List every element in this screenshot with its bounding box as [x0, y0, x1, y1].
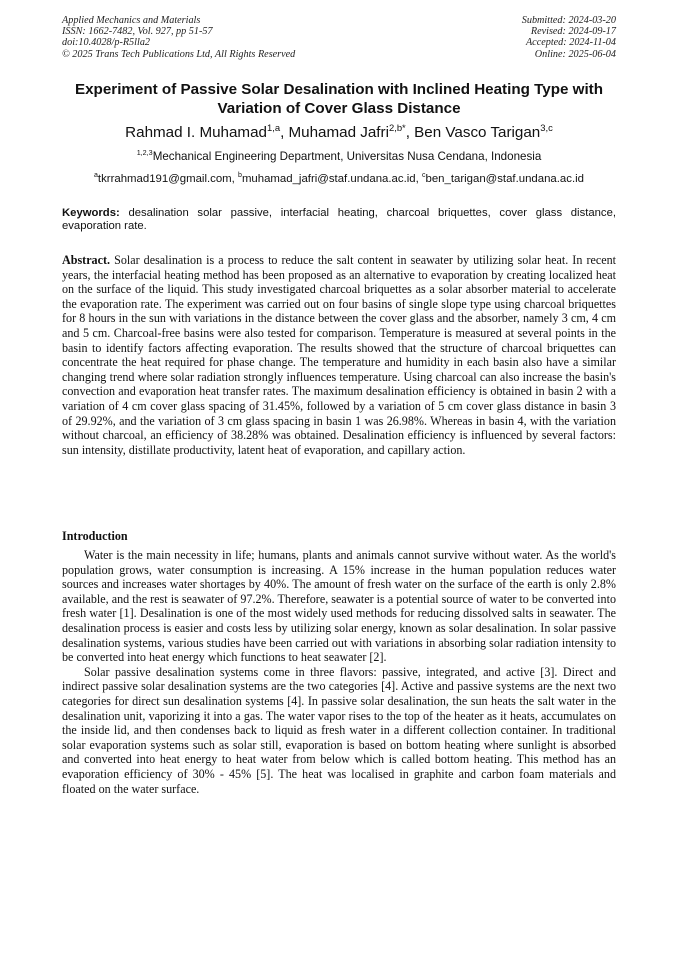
email-marker: c — [421, 172, 426, 180]
email-separator: , — [415, 173, 422, 185]
author-name: Muhamad Jafri — [288, 124, 389, 141]
paragraph: Water is the main necessity in life; humans, plants and animals cannot survive without water. As the world's population grows, water consumption is increasing. A 15% increase in the human population reduces water sources and increases water shortages by 40%. The amount of fresh water on the surface of the earth is only 2.8% available, and the rest is seawater of 97.2%. Therefore, seawater is a potential source of water to be converted into fresh water [1]. Desalination is one of the most widely used methods for reducing dissolved salts in seawater. The desalination process is easier and costs less by utilizing solar energy, known as solar desalination. In solar passive desalination systems, various studies have been carried out with variations in absorbing solar radiation intensity to be converted into heat energy which functions to heat seawater [2]. — [62, 548, 616, 665]
journal-name: Applied Mechanics and Materials — [62, 15, 201, 26]
journal-info — [62, 15, 295, 60]
date-submitted: Submitted: 2024-03-20 — [521, 15, 616, 26]
date-accepted: Accepted: 2024-11-04 — [525, 37, 616, 49]
affiliation — [62, 150, 616, 164]
author-list — [62, 121, 616, 142]
date-revised: Revised: 2024-09-17 — [530, 26, 616, 38]
abstract-block — [62, 253, 616, 457]
journal-doi[interactable]: doi:10.4028/p-R5lla2 — [62, 37, 151, 49]
email-address[interactable]: ben_tarigan@staf.undana.ac.id — [425, 173, 584, 185]
email-address[interactable]: tkrrahmad191@gmail.com — [97, 173, 232, 185]
abstract-label: Abstract. — [62, 253, 111, 267]
author-affiliation-marker: 3,c — [540, 121, 553, 133]
email-address[interactable]: muhamad_jafri@staf.undana.ac.id — [241, 173, 416, 185]
paragraph: Solar passive desalination systems come in three flavors: passive, integrated, and active [3]. Direct and indirect passive solar desalination systems are the two categories [4]. Active and passive systems are the next two categories for direct sun desalination systems [4]. In passive solar desalination, the sun heats the salt water in the desalination unit, vaporizing it into a gas. The water vapor rises to the top of the heater as it heats, accumulates on the inside lid, and then condenses back to liquid as fresh water in a different collection container. In traditional solar evaporation systems such as solar still, evaporation is based on bottom heating where sunlight is absorbed and converted into heat energy to heat water from below which is called bottom heating. This method has an evaporation efficiency of 30% - 45% [5]. The heat was localised in graphite and carbon foam materials and floated on the water surface. — [62, 664, 616, 796]
email-marker: a — [94, 172, 98, 180]
date-online: Online: 2025-06-04 — [534, 48, 616, 60]
author-name: Ben Vasco Tarigan — [414, 124, 541, 141]
author-separator: , — [280, 124, 289, 141]
publication-dates — [522, 15, 616, 60]
email-separator: , — [231, 173, 239, 185]
abstract-text: Solar desalination is a process to reduce the salt content in seawater by utilizing solar heat. In recent years, the interfacial heating method has been proposed as an alternative to evaporation by creating localized heat on the surface of the liquid. This study investigated charcoal briquettes as a solar absorber material to accelerate the evaporation rate. The experiment was carried out on four basins of single slope type using charcoal briquettes for 8 hours in the sun with variations in the distance between the cover glass and the absorber, namely 3 cm, 4 cm and 5 cm. Charcoal-free basins were also tested for comparison. Temperature is measured at several points in the basin to identify factors affecting evaporation. The results showed that the structure of charcoal briquettes can concentrate the heat required for phase change. The temperature and humidity in each basin also have a similar changing trend where solar radiation strongly influences temperature. Using charcoal can also increase the basin's convection and evaporation heat transfer rates. The maximum desalination efficiency is obtained in basin 2 with a variation of 4 cm cover glass spacing of 31.45%, followed by a variation of 5 cm cover glass distance in basin 3 of 29.92%, and the variation of 3 cm glass spacing in basin 1 was 26.98%. Whereas in basin 4, with the variation without charcoal, an efficiency of 38.28% was obtained. Desalination efficiency is influenced by several factors: sun intensity, distillate productivity, latent heat of evaporation, and capillary action. — [62, 253, 616, 457]
email-marker: b — [238, 172, 242, 180]
affiliation-text: Mechanical Engineering Department, Universitas Nusa Cendana, Indonesia — [152, 150, 542, 163]
copyright-line: © 2025 Trans Tech Publications Ltd, All Rights Reserved — [62, 48, 296, 60]
affiliation-marker: 1,2,3 — [136, 148, 153, 158]
journal-issn: ISSN: 1662-7482, Vol. 927, pp 51-57 — [62, 26, 213, 38]
author-separator: , — [405, 124, 415, 141]
author-affiliation-marker: 1,a — [266, 121, 281, 133]
keywords-label: Keywords: — [62, 207, 120, 219]
section-heading-introduction: Introduction — [62, 529, 128, 543]
author-affiliation-marker: 2,b* — [388, 121, 406, 133]
paper-title: Experiment of Passive Solar Desalination with Inclined Heating Type with Variation of Cover Glass Distance — [74, 81, 604, 117]
keywords-block — [62, 207, 616, 233]
introduction-body — [62, 548, 616, 796]
keywords-text: desalination solar passive, interfacial heating, charcoal briquettes, cover glass distance, evaporation rate. — [62, 207, 616, 232]
author-emails — [62, 172, 616, 186]
author-name: Rahmad I. Muhamad — [125, 124, 267, 141]
